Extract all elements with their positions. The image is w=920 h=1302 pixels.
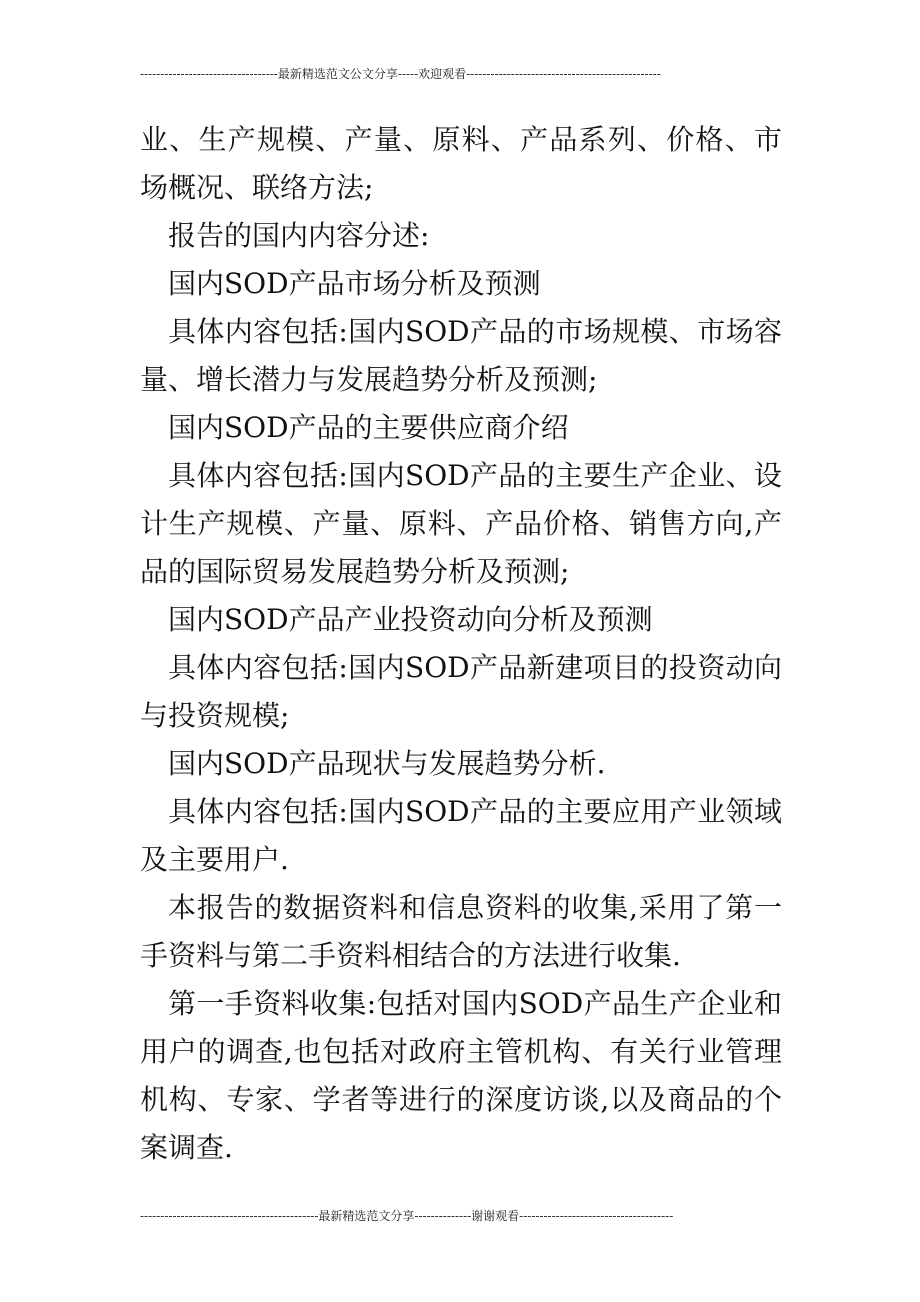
page-footer: --------------------------------------------最新精选范文分享--------------谢谢观看-------------------------------------- (140, 1209, 674, 1223)
paragraph: 具体内容包括:国内SOD产品新建项目的投资动向与投资规模; (140, 651, 782, 732)
paragraph: 本报告的数据资料和信息资料的收集,采用了第一手资料与第二手资料相结合的方法进行收集. (140, 891, 782, 972)
paragraph: 具体内容包括:国内SOD产品的主要应用产业领域及主要用户. (140, 795, 782, 876)
document-body (140, 116, 782, 1172)
paragraph: 具体内容包括:国内SOD产品的市场规模、市场容量、增长潜力与发展趋势分析及预测; (140, 315, 782, 396)
paragraph: 国内SOD产品的主要供应商介绍 (168, 411, 569, 444)
paragraph: 国内SOD产品现状与发展趋势分析. (168, 747, 606, 780)
page-header: ----------------------------------最新精选范文公文分享-----欢迎观看------------------------------------------------ (140, 67, 661, 81)
paragraph: 具体内容包括:国内SOD产品的主要生产企业、设计生产规模、产量、原料、产品价格、销售方向,产品的国际贸易发展趋势分析及预测; (140, 459, 782, 588)
paragraph: 业、生产规模、产量、原料、产品系列、价格、市场概况、联络方法; (140, 123, 782, 204)
paragraph: 国内SOD产品产业投资动向分析及预测 (168, 603, 653, 636)
paragraph: 第一手资料收集:包括对国内SOD产品生产企业和用户的调查,也包括对政府主管机构、有关行业管理机构、专家、学者等进行的深度访谈,以及商品的个案调查. (140, 987, 782, 1164)
paragraph: 报告的国内内容分述: (168, 219, 430, 252)
paragraph: 国内SOD产品市场分析及预测 (168, 267, 541, 300)
